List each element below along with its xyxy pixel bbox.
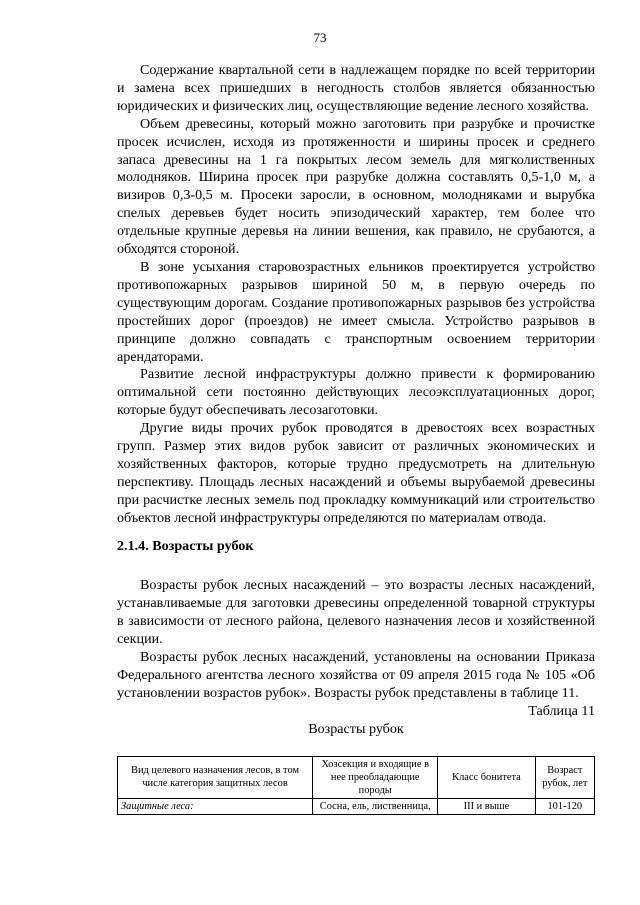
cell-section: Сосна, ель, лиственница, xyxy=(313,798,438,814)
paragraph: Содержание квартальной сети в надлежащем порядке по всей территории и замена всех пришедших в негодность столбов является обязанностью юридических и физических лиц, осуществляющие ведение лесного хозяйства. xyxy=(117,62,595,114)
paragraph: Возрасты рубок лесных насаждений, установлены на основании Приказа Федерального агентства лесного хозяйства от 09 апреля 2015 года № 105 «Об установлении возрастов рубок». Возрасты рубок представлены в таблице 11. xyxy=(117,649,595,701)
paragraph: В зоне усыхания старовозрастных ельников проектируется устройство противопожарных разрывов шириной 50 м, в первую очередь по существующим дорогам. Создание противопожарных разрывов без устройства простейших дорог (проездов) не имеет смысла. Устройство разрывов в принципе должно совпадать с транспортным освоением территории арендаторами. xyxy=(117,258,595,365)
header-purpose: Вид целевого назначения лесов, в том числе категория защитных лесов xyxy=(118,756,313,798)
paragraph: Развитие лесной инфраструктуры должно привести к формированию оптимальной сети постоянно действующих лесоэксплуатационных дорог, которые будут обеспечивать лесозаготовки. xyxy=(117,366,595,419)
table-label: Таблица 11 xyxy=(528,702,595,719)
section-heading: 2.1.4. Возрасты рубок xyxy=(117,537,254,554)
ages-table xyxy=(117,756,595,815)
header-bonitet: Класс бонитета xyxy=(438,756,535,798)
cell-purpose: Защитные леса: xyxy=(118,798,313,814)
page-number: 73 xyxy=(313,30,327,45)
header-age: Возраст рубок, лет xyxy=(535,756,594,798)
header-section: Хозсекция и входящие в нее преобладающие породы xyxy=(313,756,438,798)
document-body xyxy=(117,62,595,815)
paragraph: Объем древесины, который можно заготовить при разрубке и прочистке просек исчислен, исходя из протяженности и ширины просек и среднего запаса древесины на 1 га покрытых лесом земель для мягколиственных молодняков. Ширина просек при разрубке должна составлять 0,5-1,0 м, а визиров 0,3-0,5 м. Просеки заросли, в основном, молодняками и вырубка спелых деревьев будет носить эпизодический характер, тем более что отдельные крупные деревья на линии вешения, как правило, не срубаются, а обходятся стороной. xyxy=(117,115,595,258)
paragraph: Другие виды прочих рубок проводятся в древостоях всех возрастных групп. Размер этих видов рубок зависит от различных экономических и хозяйственных факторов, которые трудно предусмотреть на длительную перспективу. Площадь лесных насаждений и объемы вырубаемой древесины при расчистке лесных земель под прокладку коммуникаций или строительство объектов лесной инфраструктуры определяются по материалам отвода. xyxy=(117,420,595,526)
cell-age: 101-120 xyxy=(535,798,594,814)
cell-bonitet: III и выше xyxy=(438,798,535,814)
paragraph: Возрасты рубок лесных насаждений – это возрасты лесных насаждений, устанавливаемые для заготовки древесины определенной товарной структуры в зависимости от лесного района, целевого назначения лесов и хозяйственной секции. xyxy=(117,577,595,648)
table-title: Возрасты рубок xyxy=(308,720,404,737)
table-row xyxy=(118,798,595,814)
table-header-row xyxy=(118,756,595,798)
